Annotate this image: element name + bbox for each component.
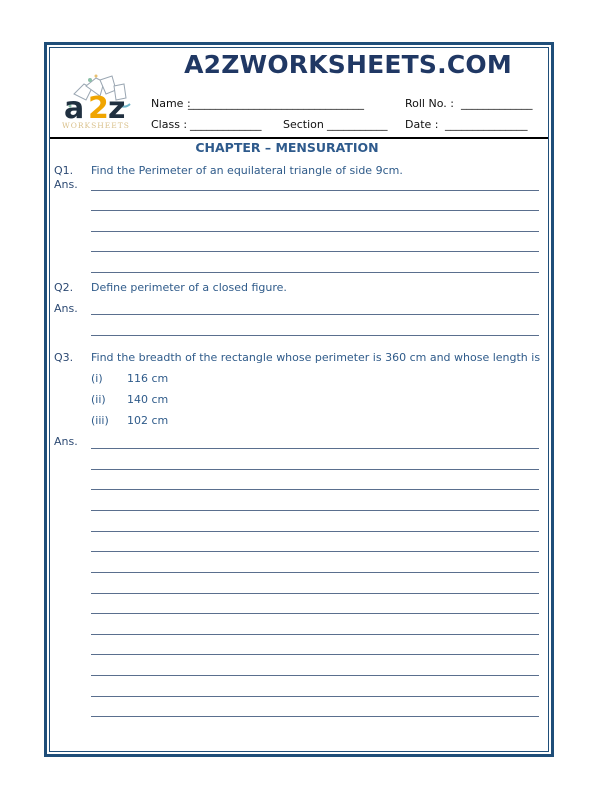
q3-label: Q3. <box>54 351 74 364</box>
q3-answer-line[interactable] <box>91 696 539 697</box>
q1-text: Find the Perimeter of an equilateral triangle of side 9cm. <box>91 164 403 177</box>
q3-answer-label: Ans. <box>54 435 78 448</box>
section-field[interactable]: ___________ <box>327 118 388 131</box>
q3-answer-line[interactable] <box>91 716 539 717</box>
chapter-title: CHAPTER – MENSURATION <box>195 140 379 155</box>
q1-answer-line[interactable] <box>91 190 539 191</box>
q3-answer-line[interactable] <box>91 572 539 573</box>
q3-answer-line[interactable] <box>91 551 539 552</box>
q3-sub-item-value: 102 cm <box>127 414 169 427</box>
q3-answer-line[interactable] <box>91 654 539 655</box>
roll-no-field[interactable]: _____________ <box>461 97 533 110</box>
q3-sub-item-roman: (i) <box>91 372 103 385</box>
q3-answer-line[interactable] <box>91 531 539 532</box>
site-title: A2ZWORKSHEETS.COM <box>184 50 512 79</box>
q3-answer-line[interactable] <box>91 613 539 614</box>
q2-answer-line[interactable] <box>91 314 539 315</box>
q3-answer-line[interactable] <box>91 448 539 449</box>
q2-answer-line[interactable] <box>91 335 539 336</box>
q3-answer-line[interactable] <box>91 510 539 511</box>
svg-text:z: z <box>108 91 126 126</box>
q2-text: Define perimeter of a closed figure. <box>91 281 287 294</box>
class-field[interactable]: _____________ <box>190 118 262 131</box>
name-label: Name : <box>151 97 191 110</box>
header-separator <box>50 137 548 139</box>
svg-text:a: a <box>64 91 85 126</box>
date-label: Date : <box>405 118 439 131</box>
q2-answer-label: Ans. <box>54 302 78 315</box>
q3-answer-line[interactable] <box>91 469 539 470</box>
q1-answer-line[interactable] <box>91 272 539 273</box>
q3-sub-item-roman: (iii) <box>91 414 109 427</box>
q2-label: Q2. <box>54 281 74 294</box>
q3-text: Find the breadth of the rectangle whose perimeter is 360 cm and whose length is <box>91 351 541 364</box>
q3-answer-line[interactable] <box>91 593 539 594</box>
q3-sub-item-value: 116 cm <box>127 372 169 385</box>
date-field[interactable]: _______________ <box>445 118 528 131</box>
logo-icon <box>60 72 140 130</box>
q3-answer-line[interactable] <box>91 489 539 490</box>
section-label: Section <box>283 118 324 131</box>
q1-answer-line[interactable] <box>91 231 539 232</box>
q1-answer-line[interactable] <box>91 210 539 211</box>
q1-answer-label: Ans. <box>54 178 78 191</box>
q1-label: Q1. <box>54 164 74 177</box>
q3-sub-item-value: 140 cm <box>127 393 169 406</box>
svg-text:WORKSHEETS: WORKSHEETS <box>62 121 130 130</box>
a2z-logo <box>60 72 140 130</box>
q3-sub-item-roman: (ii) <box>91 393 106 406</box>
q3-answer-line[interactable] <box>91 634 539 635</box>
q1-answer-line[interactable] <box>91 251 539 252</box>
q3-answer-line[interactable] <box>91 675 539 676</box>
name-field[interactable]: ________________________________ <box>188 97 364 110</box>
class-label: Class : <box>151 118 188 131</box>
roll-no-label: Roll No. : <box>405 97 454 110</box>
svg-text:2: 2 <box>88 91 109 126</box>
